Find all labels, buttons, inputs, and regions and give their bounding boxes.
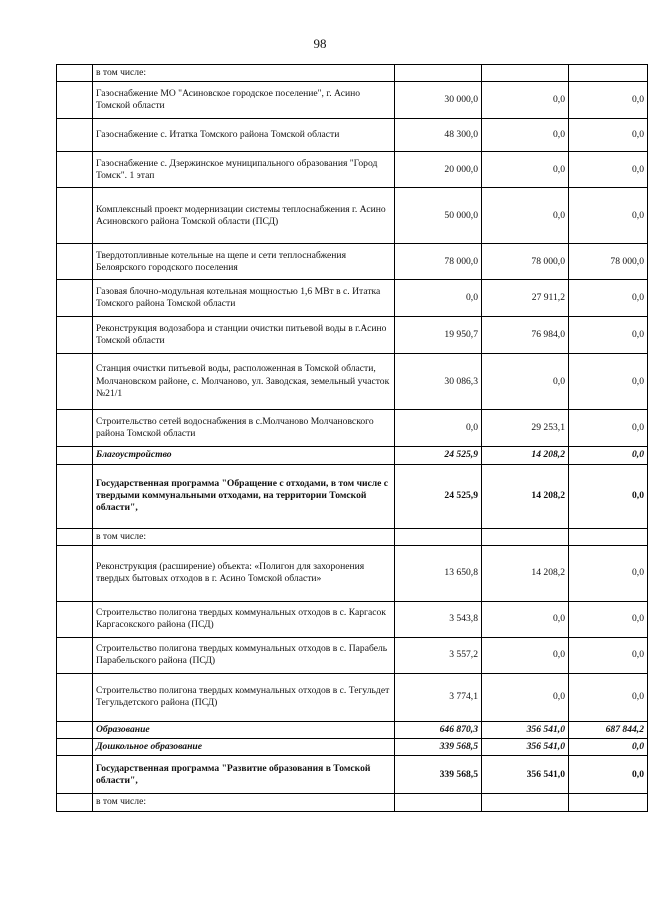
value-cell-2: 29 253,1	[482, 410, 569, 447]
value-cell-1: 20 000,0	[395, 152, 482, 188]
value-cell-1: 50 000,0	[395, 188, 482, 244]
table-row	[57, 464, 648, 528]
value-cell-2: 0,0	[482, 152, 569, 188]
value-cell-2: 0,0	[482, 637, 569, 673]
value-cell-1: 339 568,5	[395, 739, 482, 756]
value-cell-2: 0,0	[482, 119, 569, 152]
item-name-cell: Комплексный проект модернизации системы теплоснабжения г. Асино Асиновского района Томской области (ПСД)	[93, 188, 395, 244]
row-index-cell	[57, 119, 93, 152]
item-name-cell: Реконструкция водозабора и станции очистки питьевой воды в г.Асино Томской области	[93, 317, 395, 354]
value-cell-3: 0,0	[569, 673, 648, 721]
row-index-cell	[57, 410, 93, 447]
row-index-cell	[57, 637, 93, 673]
value-cell-1: 30 086,3	[395, 354, 482, 410]
table-row	[57, 188, 648, 244]
item-name-cell: в том числе:	[93, 65, 395, 82]
value-cell-2: 0,0	[482, 188, 569, 244]
item-name-cell: Образование	[93, 721, 395, 738]
row-index-cell	[57, 739, 93, 756]
item-name-cell: Твердотопливные котельные на щепе и сети теплоснабжения Белоярского городского поселения	[93, 244, 395, 280]
row-index-cell	[57, 721, 93, 738]
table-row	[57, 354, 648, 410]
value-cell-3: 0,0	[569, 739, 648, 756]
item-name-cell: Станция очистки питьевой воды, расположенная в Томской области, Молчановском районе, с. Молчаново, ул. Заводская, земельный участок №21/1	[93, 354, 395, 410]
row-index-cell	[57, 280, 93, 317]
item-name-cell: Реконструкция (расширение) объекта: «Полигон для захоронения твердых бытовых отходов в г. Асино Томской области»	[93, 545, 395, 601]
row-index-cell	[57, 244, 93, 280]
budget-table	[56, 64, 648, 812]
table-row	[57, 280, 648, 317]
value-cell-3: 0,0	[569, 410, 648, 447]
item-name-cell: Государственная программа "Развитие образования в Томской области",	[93, 756, 395, 794]
item-name-cell: Газоснабжение с. Итатка Томского района Томской области	[93, 119, 395, 152]
row-index-cell	[57, 317, 93, 354]
value-cell-2: 14 208,2	[482, 464, 569, 528]
value-cell-1	[395, 528, 482, 545]
value-cell-3: 0,0	[569, 317, 648, 354]
value-cell-2: 356 541,0	[482, 739, 569, 756]
table-row	[57, 152, 648, 188]
item-name-cell: Строительство полигона твердых коммунальных отходов в с. Каргасок Каргасокского района (ПСД)	[93, 601, 395, 637]
item-name-cell: Дошкольное образование	[93, 739, 395, 756]
item-name-cell: Строительство полигона твердых коммунальных отходов в с. Тегульдет Тегульдетского района (ПСД)	[93, 673, 395, 721]
row-index-cell	[57, 188, 93, 244]
value-cell-3: 0,0	[569, 601, 648, 637]
table-row	[57, 794, 648, 811]
value-cell-1: 3 543,8	[395, 601, 482, 637]
value-cell-2: 0,0	[482, 673, 569, 721]
value-cell-3	[569, 794, 648, 811]
item-name-cell: Газоснабжение с. Дзержинское муниципального образования "Город Томск". 1 этап	[93, 152, 395, 188]
value-cell-3	[569, 65, 648, 82]
value-cell-1: 13 650,8	[395, 545, 482, 601]
value-cell-2: 0,0	[482, 601, 569, 637]
value-cell-3: 78 000,0	[569, 244, 648, 280]
value-cell-3: 0,0	[569, 188, 648, 244]
row-index-cell	[57, 673, 93, 721]
value-cell-3: 0,0	[569, 464, 648, 528]
value-cell-3: 0,0	[569, 280, 648, 317]
value-cell-1: 3 557,2	[395, 637, 482, 673]
item-name-cell: Газовая блочно-модульная котельная мощностью 1,6 МВт в с. Итатка Томского района Томской области	[93, 280, 395, 317]
value-cell-1: 24 525,9	[395, 447, 482, 464]
value-cell-2	[482, 528, 569, 545]
row-index-cell	[57, 528, 93, 545]
value-cell-2: 0,0	[482, 82, 569, 119]
table-row	[57, 317, 648, 354]
table-row	[57, 119, 648, 152]
value-cell-1: 30 000,0	[395, 82, 482, 119]
value-cell-2: 356 541,0	[482, 721, 569, 738]
value-cell-3	[569, 528, 648, 545]
value-cell-1: 646 870,3	[395, 721, 482, 738]
row-index-cell	[57, 447, 93, 464]
item-name-cell: Строительство полигона твердых коммунальных отходов в с. Парабель Парабельского района (ПСД)	[93, 637, 395, 673]
value-cell-2	[482, 794, 569, 811]
row-index-cell	[57, 65, 93, 82]
value-cell-1: 19 950,7	[395, 317, 482, 354]
value-cell-3: 0,0	[569, 152, 648, 188]
value-cell-1	[395, 65, 482, 82]
table-row	[57, 739, 648, 756]
value-cell-3: 0,0	[569, 545, 648, 601]
value-cell-3: 0,0	[569, 82, 648, 119]
value-cell-2: 14 208,2	[482, 447, 569, 464]
value-cell-3: 0,0	[569, 354, 648, 410]
value-cell-3: 0,0	[569, 756, 648, 794]
table-row	[57, 673, 648, 721]
table-row	[57, 637, 648, 673]
table-row	[57, 756, 648, 794]
value-cell-1: 0,0	[395, 410, 482, 447]
value-cell-3: 0,0	[569, 447, 648, 464]
row-index-cell	[57, 794, 93, 811]
row-index-cell	[57, 464, 93, 528]
table-row	[57, 82, 648, 119]
row-index-cell	[57, 354, 93, 410]
item-name-cell: в том числе:	[93, 794, 395, 811]
item-name-cell: Строительство сетей водоснабжения в с.Молчаново Молчановского района Томской области	[93, 410, 395, 447]
value-cell-2: 14 208,2	[482, 545, 569, 601]
table-row	[57, 410, 648, 447]
row-index-cell	[57, 601, 93, 637]
value-cell-1: 0,0	[395, 280, 482, 317]
item-name-cell: в том числе:	[93, 528, 395, 545]
page-number: 98	[313, 36, 327, 51]
table-row	[57, 545, 648, 601]
table-row	[57, 721, 648, 738]
value-cell-2: 0,0	[482, 354, 569, 410]
value-cell-2: 78 000,0	[482, 244, 569, 280]
value-cell-3: 687 844,2	[569, 721, 648, 738]
item-name-cell: Газоснабжение МО "Асиновское городское поселение", г. Асино Томской области	[93, 82, 395, 119]
row-index-cell	[57, 545, 93, 601]
table-row	[57, 65, 648, 82]
value-cell-1	[395, 794, 482, 811]
table-row	[57, 244, 648, 280]
row-index-cell	[57, 152, 93, 188]
value-cell-1: 48 300,0	[395, 119, 482, 152]
value-cell-2: 27 911,2	[482, 280, 569, 317]
row-index-cell	[57, 82, 93, 119]
table-row	[57, 601, 648, 637]
value-cell-3: 0,0	[569, 637, 648, 673]
value-cell-1: 78 000,0	[395, 244, 482, 280]
value-cell-1: 3 774,1	[395, 673, 482, 721]
value-cell-1: 24 525,9	[395, 464, 482, 528]
value-cell-2: 356 541,0	[482, 756, 569, 794]
value-cell-2	[482, 65, 569, 82]
table-row	[57, 528, 648, 545]
value-cell-1: 339 568,5	[395, 756, 482, 794]
table-row	[57, 447, 648, 464]
row-index-cell	[57, 756, 93, 794]
item-name-cell: Государственная программа "Обращение с отходами, в том числе с твердыми коммунальными отходами, на территории Томской области",	[93, 464, 395, 528]
item-name-cell: Благоустройство	[93, 447, 395, 464]
value-cell-3: 0,0	[569, 119, 648, 152]
budget-table-body	[57, 65, 648, 812]
value-cell-2: 76 984,0	[482, 317, 569, 354]
